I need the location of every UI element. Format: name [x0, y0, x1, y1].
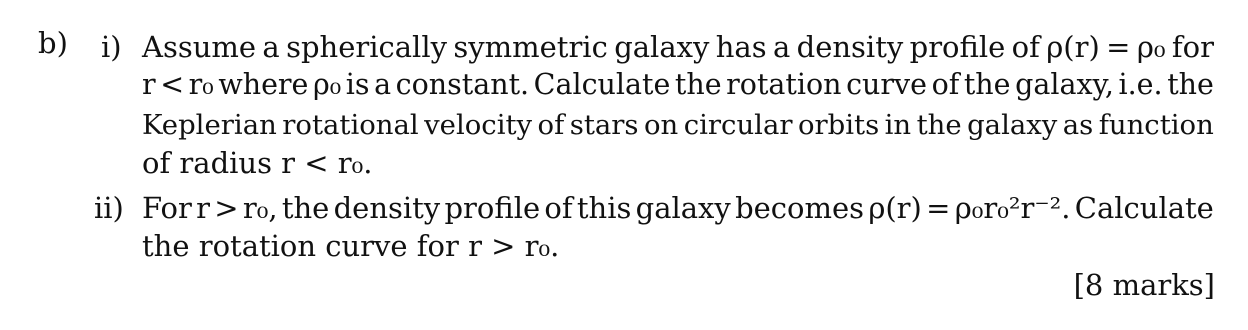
question-i-line-2: r < r₀ where ρ₀ is a constant. Calculate the rotation curve of the galaxy, i.e. the: [142, 68, 1214, 101]
question-ii-line-1: For r > r₀, the density profile of this galaxy becomes ρ(r) = ρ₀r₀²r⁻². Calculate: [142, 191, 1214, 225]
subquestion-label-i: i): [101, 30, 122, 64]
part-label: b): [38, 26, 68, 60]
marks-label: [8 marks]: [1073, 268, 1215, 302]
question-i-line-3: Keplerian rotational velocity of stars on circular orbits in the galaxy as function: [142, 109, 1214, 141]
subquestion-label-ii: ii): [94, 191, 124, 225]
question-i-line-1: Assume a spherically symmetric galaxy has a density profile of ρ(r) = ρ₀ for: [142, 30, 1214, 64]
question-i-line-4: [142, 144, 373, 182]
question-ii-line-2-text: the rotation curve for r > r₀.: [142, 229, 560, 263]
question-ii-line-2: [142, 227, 559, 265]
question-i-line-4-text: of radius r < r₀.: [142, 146, 373, 180]
